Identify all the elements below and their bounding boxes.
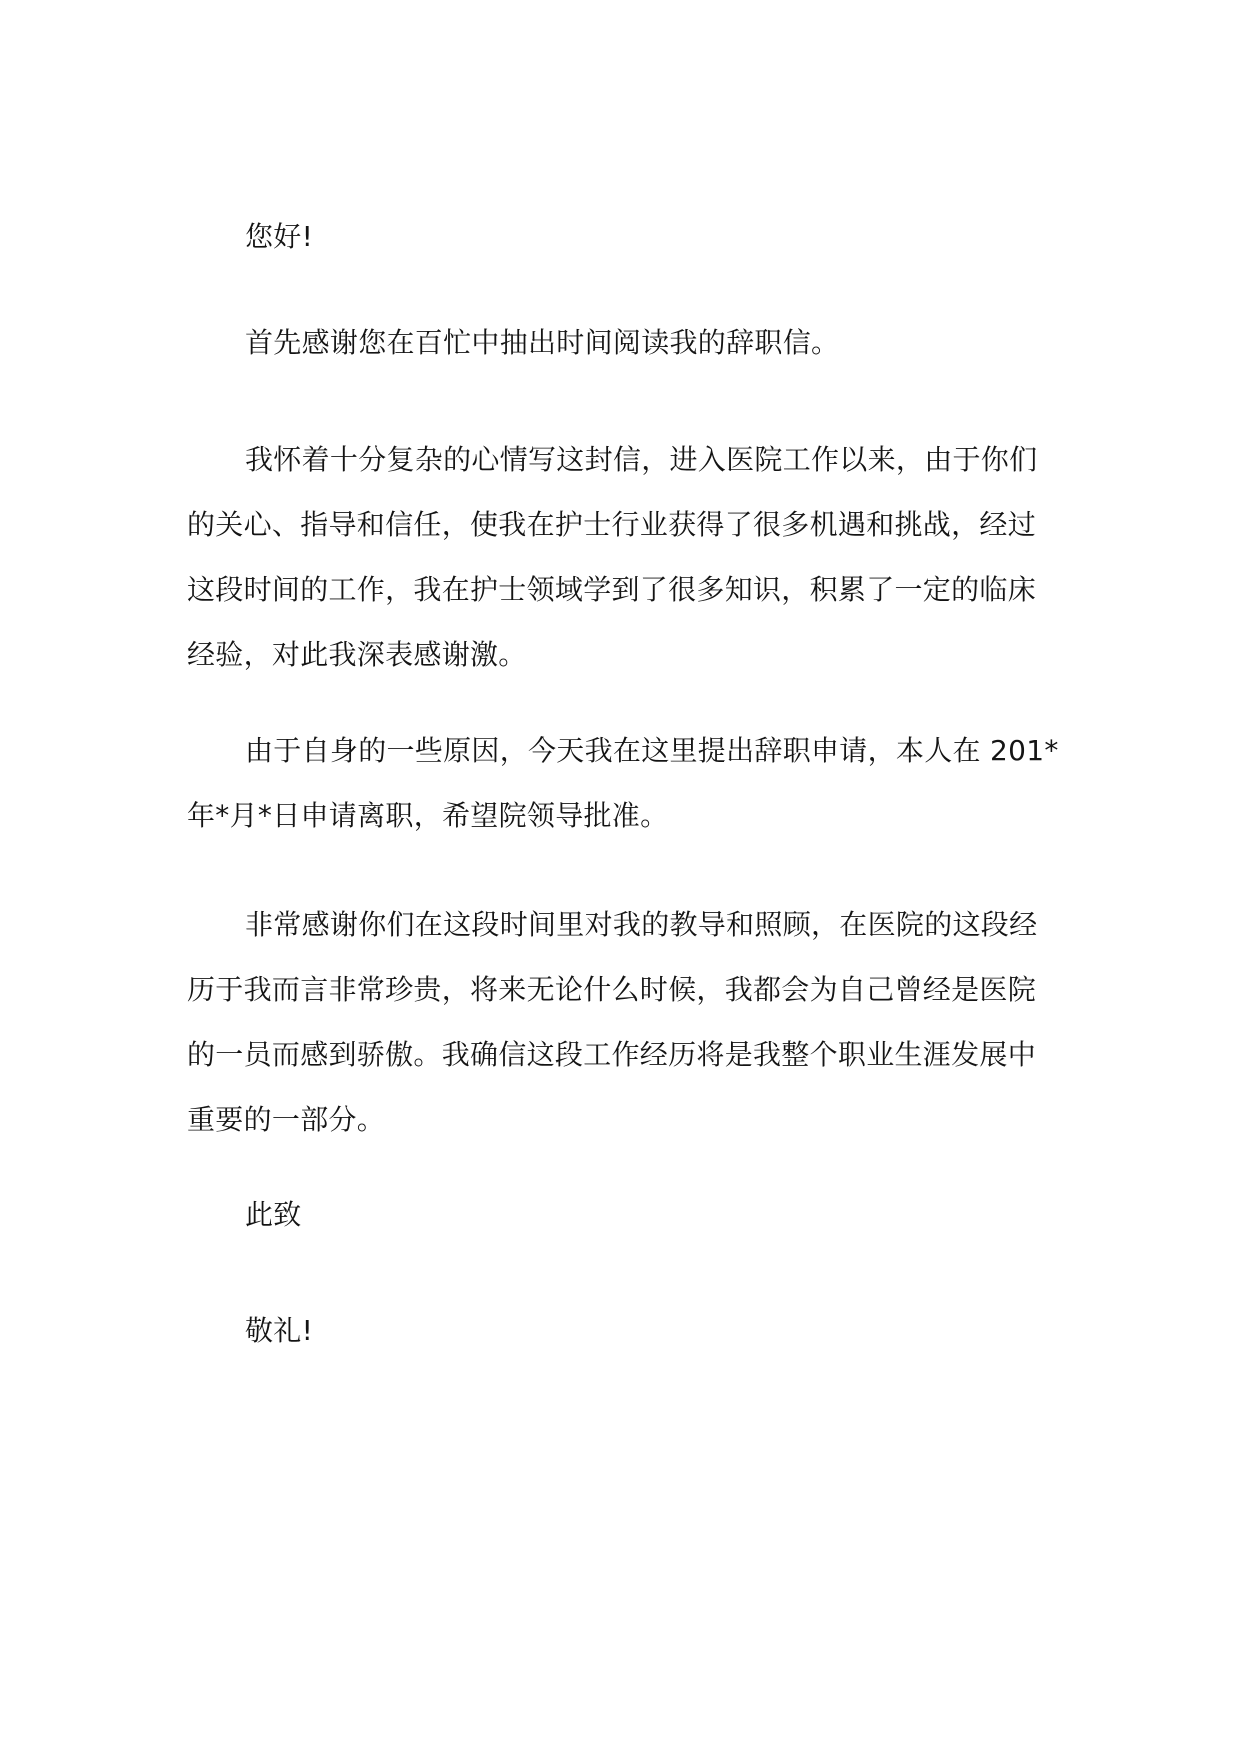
paragraph-thanks-text: 首先感谢您在百忙中抽出时间阅读我的辞职信。 bbox=[245, 326, 840, 359]
paragraph-line: 年*月*日申请离职，希望院领导批准。 bbox=[187, 799, 669, 832]
paragraph-resignation bbox=[187, 718, 1059, 848]
paragraph-line: 重要的一部分。 bbox=[187, 1103, 386, 1136]
paragraph-thanks bbox=[187, 310, 1054, 375]
paragraph-gratitude bbox=[187, 427, 1054, 687]
greeting-text: 您好! bbox=[245, 220, 314, 253]
paragraph-line: 经验，对此我深表感谢激。 bbox=[187, 638, 527, 671]
greeting bbox=[187, 204, 1054, 269]
paragraph-line: 我怀着十分复杂的心情写这封信，进入医院工作以来，由于你们 bbox=[245, 443, 1038, 476]
paragraph-line: 历于我而言非常珍贵，将来无论什么时候，我都会为自己曾经是医院 bbox=[187, 973, 1037, 1006]
paragraph-appreciation bbox=[187, 892, 1054, 1152]
closing-text-2: 敬礼! bbox=[245, 1314, 314, 1347]
paragraph-line: 由于自身的一些原因，今天我在这里提出辞职申请，本人在 201* bbox=[245, 734, 1059, 767]
paragraph-line: 的关心、指导和信任，使我在护士行业获得了很多机遇和挑战，经过 bbox=[187, 508, 1037, 541]
closing-text-1: 此致 bbox=[245, 1198, 302, 1231]
paragraph-line: 非常感谢你们在这段时间里对我的教导和照顾，在医院的这段经 bbox=[245, 908, 1038, 941]
paragraph-line: 的一员而感到骄傲。我确信这段工作经历将是我整个职业生涯发展中 bbox=[187, 1038, 1037, 1071]
closing-line-2 bbox=[187, 1298, 1054, 1363]
paragraph-line: 这段时间的工作，我在护士领域学到了很多知识，积累了一定的临床 bbox=[187, 573, 1037, 606]
closing-line-1 bbox=[187, 1182, 1054, 1247]
